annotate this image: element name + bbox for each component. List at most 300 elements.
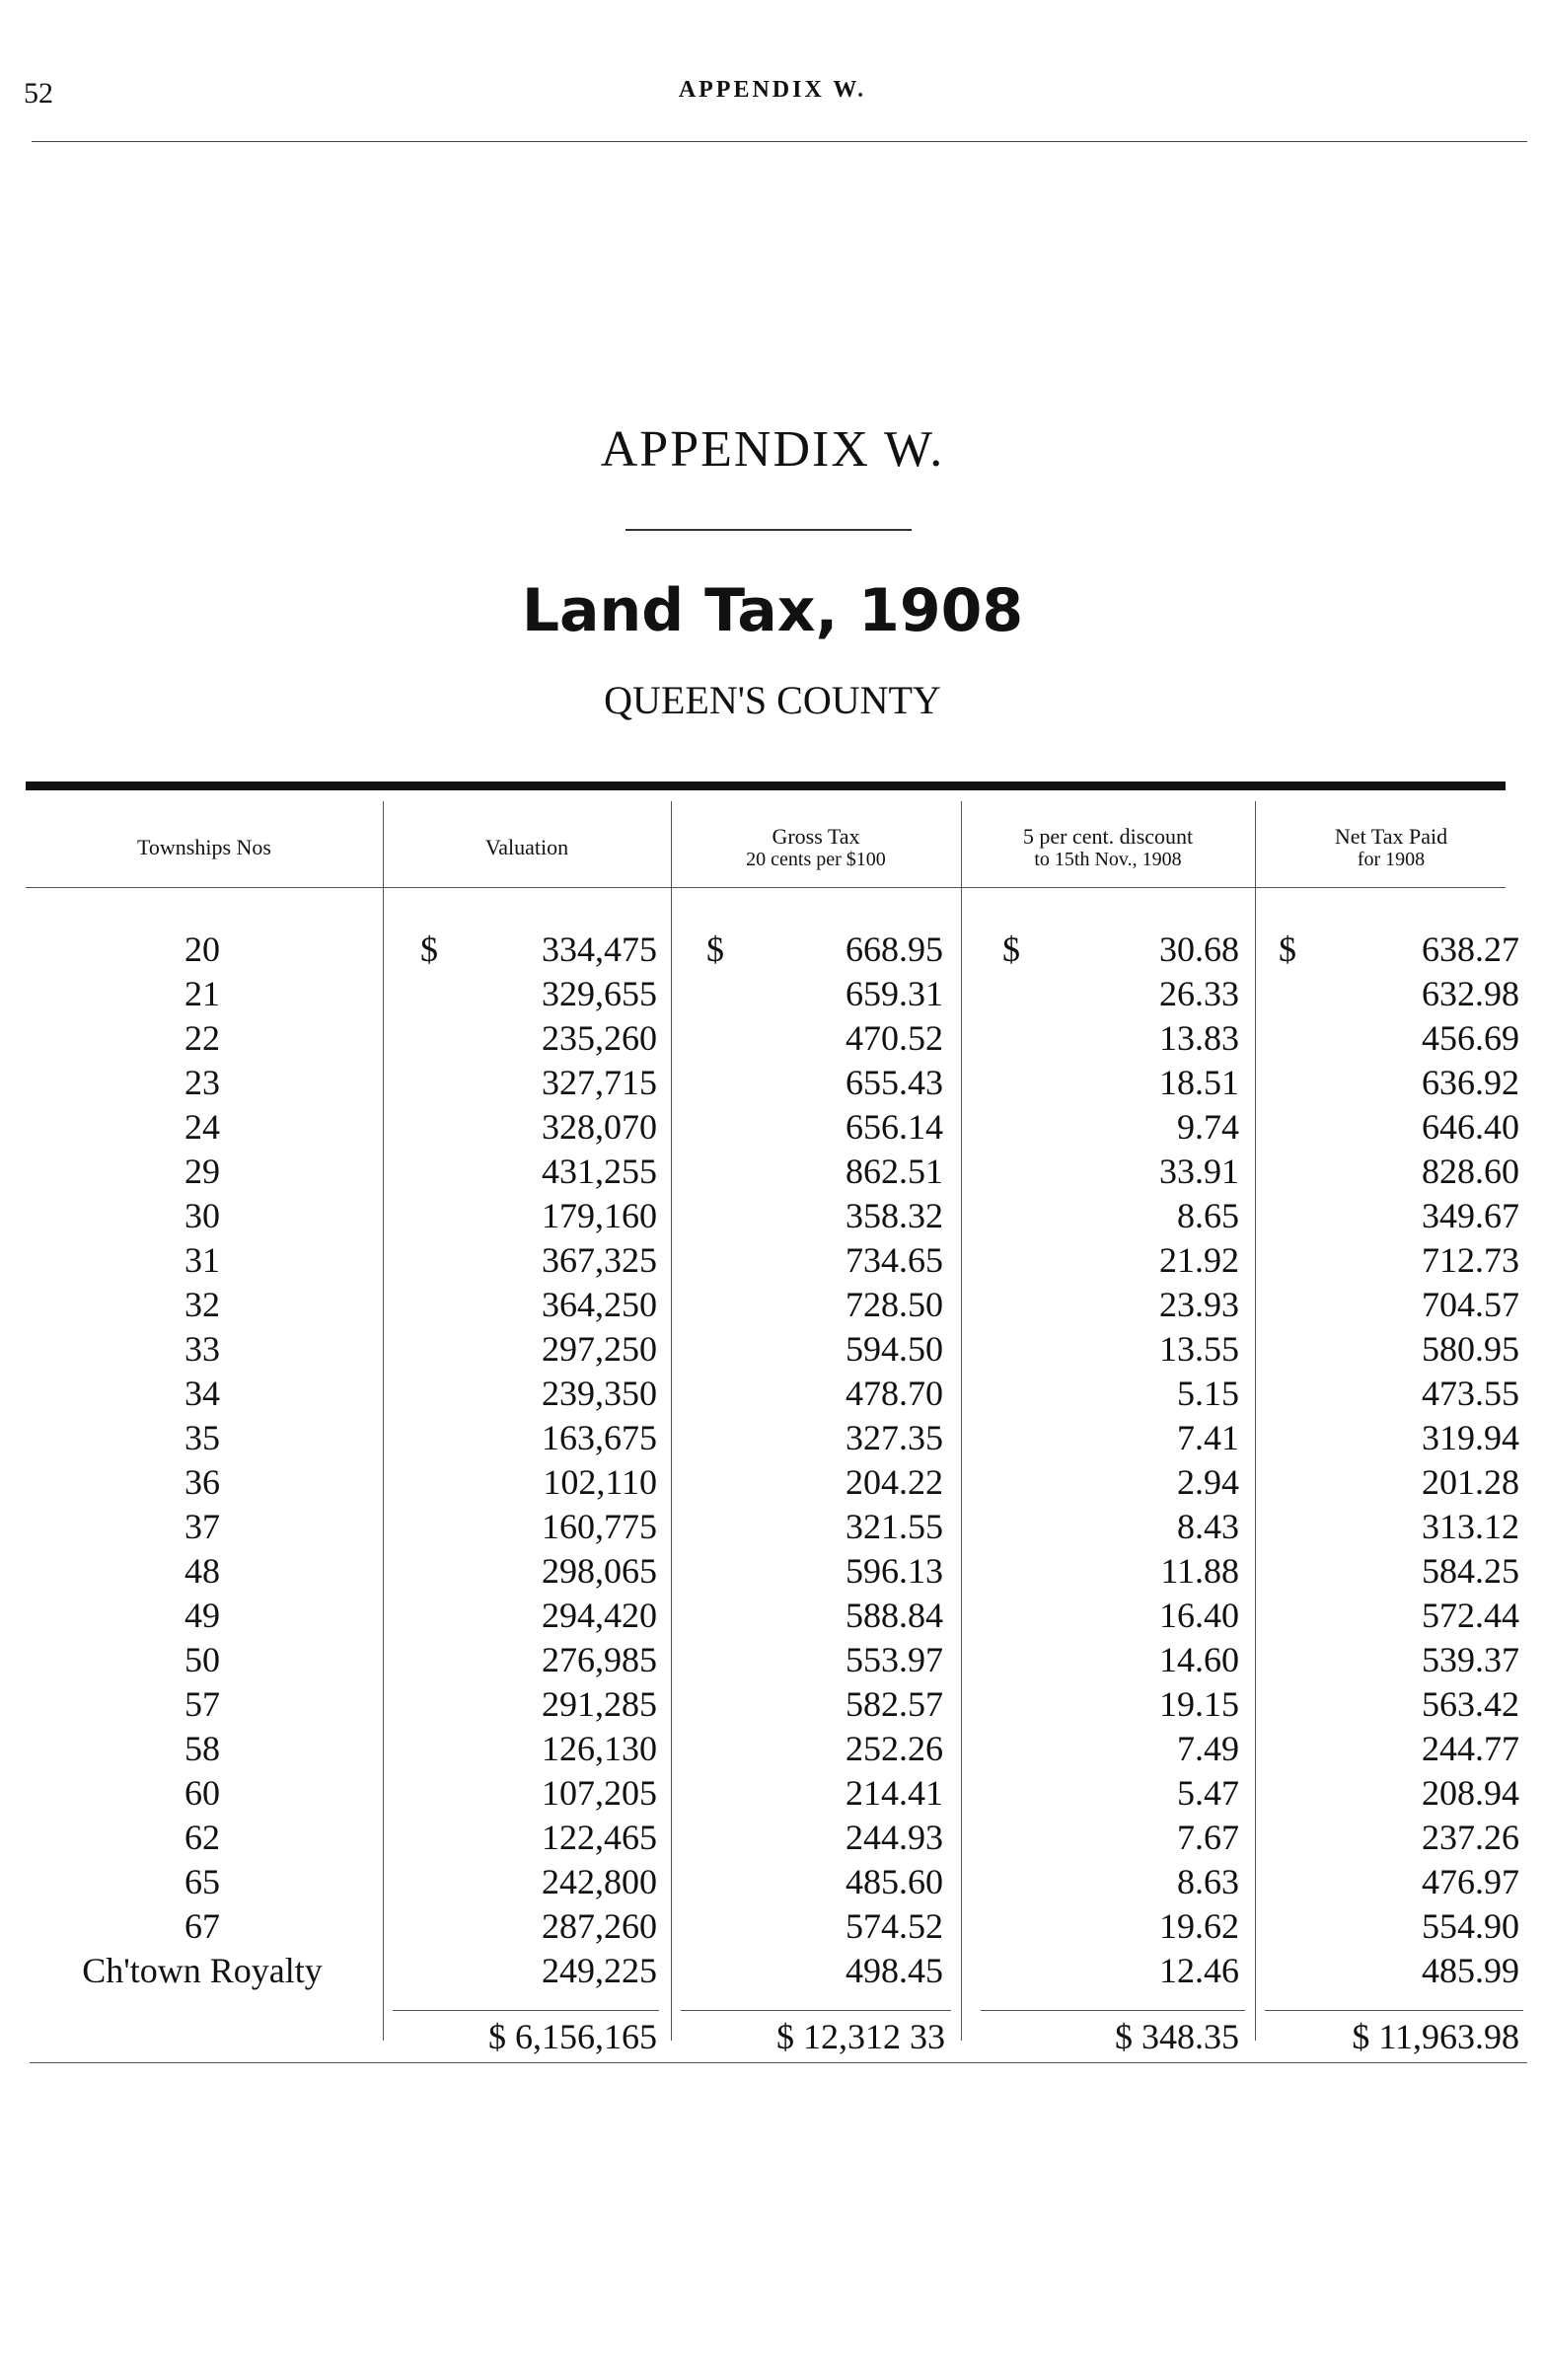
township-cell	[26, 928, 379, 972]
cell-value: 23.93	[1159, 1285, 1239, 1324]
totals-row	[26, 2013, 1527, 2060]
header-bottom-rule	[26, 887, 1506, 888]
cell-value: 33	[184, 1329, 220, 1369]
cell-value: 655.43	[846, 1063, 943, 1102]
cell-value: 23	[184, 1063, 220, 1102]
table-row	[26, 1771, 1527, 1816]
gross-tax-cell	[706, 1416, 943, 1460]
cell-value: 214.41	[846, 1773, 943, 1813]
cell-value: 65	[184, 1862, 220, 1901]
cell-value: 636.92	[1422, 1063, 1519, 1102]
township-cell	[26, 1105, 379, 1150]
table-row	[26, 1105, 1527, 1150]
column-header-gross-tax	[671, 813, 961, 882]
column-header-sublabel: 20 cents per $100	[746, 849, 886, 871]
discount-cell	[1002, 1594, 1239, 1638]
discount-cell	[1002, 972, 1239, 1016]
discount-cell	[1002, 1771, 1239, 1816]
sum-rule	[981, 2010, 1245, 2011]
valuation-cell	[420, 972, 657, 1016]
gross-tax-cell	[706, 1150, 943, 1194]
valuation-cell	[420, 1194, 657, 1238]
cell-value: 596.13	[846, 1551, 943, 1591]
cell-value: 249,225	[542, 1951, 657, 1990]
cell-value: 22	[184, 1018, 220, 1058]
valuation-cell	[420, 1638, 657, 1682]
cell-value: 498.45	[846, 1951, 943, 1990]
net-tax-cell	[1279, 972, 1519, 1016]
valuation-cell	[420, 1150, 657, 1194]
net-tax-cell	[1279, 1638, 1519, 1682]
cell-value: 327,715	[542, 1063, 657, 1102]
table-body	[26, 928, 1527, 1993]
net-tax-cell	[1279, 1771, 1519, 1816]
discount-cell	[1002, 1372, 1239, 1416]
valuation-cell	[420, 1061, 657, 1105]
township-cell	[26, 1727, 379, 1771]
cell-value: 30	[184, 1196, 220, 1235]
township-cell	[26, 1372, 379, 1416]
cell-value: 20	[184, 930, 220, 969]
cell-value: 14.60	[1159, 1640, 1239, 1679]
township-cell	[26, 972, 379, 1016]
cell-value: 594.50	[846, 1329, 943, 1369]
table-row	[26, 1904, 1527, 1949]
gross-tax-cell	[706, 1904, 943, 1949]
gross-tax-cell	[706, 1105, 943, 1150]
township-cell	[26, 1016, 379, 1061]
discount-cell	[1002, 1238, 1239, 1283]
cell-value: 24	[184, 1107, 220, 1147]
table-row	[26, 1416, 1527, 1460]
gross-tax-cell	[706, 1638, 943, 1682]
cell-value: 239,350	[542, 1374, 657, 1413]
cell-value: 16.40	[1159, 1596, 1239, 1635]
cell-value: 67	[184, 1906, 220, 1946]
column-header-sublabel: for 1908	[1357, 849, 1426, 871]
cell-value: 328,070	[542, 1107, 657, 1147]
cell-value: 126,130	[542, 1729, 657, 1768]
cell-value: 33.91	[1159, 1152, 1239, 1191]
valuation-cell	[420, 1016, 657, 1061]
cell-value: 7.49	[1177, 1729, 1239, 1768]
gross-tax-cell	[706, 1771, 943, 1816]
cell-value: 35	[184, 1418, 220, 1457]
cell-value: 57	[184, 1684, 220, 1724]
cell-value: 36	[184, 1462, 220, 1502]
page-title: Land Tax, 1908	[521, 576, 1024, 645]
cell-value: 554.90	[1422, 1906, 1519, 1946]
valuation-cell	[420, 1860, 657, 1904]
currency-symbol: $	[1002, 930, 1020, 969]
cell-value: 712.73	[1422, 1240, 1519, 1280]
township-cell	[26, 1061, 379, 1105]
cell-value: 734.65	[846, 1240, 943, 1280]
township-cell	[26, 1416, 379, 1460]
discount-cell	[1002, 1860, 1239, 1904]
cell-value: 582.57	[846, 1684, 943, 1724]
net-tax-cell	[1279, 1283, 1519, 1327]
net-tax-cell	[1279, 1816, 1519, 1860]
cell-value: 21	[184, 974, 220, 1013]
cell-value: 485.99	[1422, 1951, 1519, 1990]
total-valuation: $ 6,156,165	[488, 2017, 657, 2056]
gross-tax-cell	[706, 928, 943, 972]
township-cell	[26, 1505, 379, 1549]
table-row	[26, 1372, 1527, 1416]
discount-cell	[1002, 1727, 1239, 1771]
valuation-cell	[420, 1372, 657, 1416]
net-tax-cell	[1279, 1194, 1519, 1238]
township-cell	[26, 1682, 379, 1727]
column-header-sublabel: to 15th Nov., 1908	[1034, 849, 1182, 871]
column-header-label: Gross Tax	[772, 823, 860, 849]
cell-value: 349.67	[1422, 1196, 1519, 1235]
cell-value: 476.97	[1422, 1862, 1519, 1901]
discount-cell	[1002, 1283, 1239, 1327]
net-tax-cell	[1279, 1105, 1519, 1150]
cell-value: 287,260	[542, 1906, 657, 1946]
table-row	[26, 1283, 1527, 1327]
valuation-cell	[420, 1460, 657, 1505]
cell-value: 470.52	[846, 1018, 943, 1058]
cell-value: 485.60	[846, 1862, 943, 1901]
cell-value: 48	[184, 1551, 220, 1591]
discount-cell	[1002, 1194, 1239, 1238]
cell-value: 8.43	[1177, 1507, 1239, 1546]
cell-value: 334,475	[542, 930, 657, 969]
net-tax-cell	[1279, 1860, 1519, 1904]
discount-cell	[1002, 1061, 1239, 1105]
column-header-label: 5 per cent. discount	[1022, 823, 1194, 849]
cell-value: 160,775	[542, 1507, 657, 1546]
table-row	[26, 1460, 1527, 1505]
cell-value: 473.55	[1422, 1374, 1519, 1413]
net-tax-cell	[1279, 1238, 1519, 1283]
net-tax-cell	[1279, 1682, 1519, 1727]
discount-cell	[1002, 1460, 1239, 1505]
gross-tax-cell	[706, 972, 943, 1016]
township-cell	[26, 1816, 379, 1860]
cell-value: 8.63	[1177, 1862, 1239, 1901]
net-tax-cell	[1279, 1016, 1519, 1061]
valuation-cell	[420, 1238, 657, 1283]
table-row	[26, 1594, 1527, 1638]
cell-value: 646.40	[1422, 1107, 1519, 1147]
gross-tax-cell	[706, 1061, 943, 1105]
cell-value: 8.65	[1177, 1196, 1239, 1235]
title-divider	[625, 529, 912, 531]
gross-tax-cell	[706, 1194, 943, 1238]
cell-value: 704.57	[1422, 1285, 1519, 1324]
discount-cell	[1002, 1682, 1239, 1727]
cell-value: 11.88	[1160, 1551, 1239, 1591]
cell-value: 18.51	[1159, 1063, 1239, 1102]
net-tax-cell	[1279, 1594, 1519, 1638]
net-tax-cell	[1279, 1416, 1519, 1460]
gross-tax-cell	[706, 1283, 943, 1327]
discount-cell	[1002, 1505, 1239, 1549]
gross-tax-cell	[706, 1816, 943, 1860]
column-header-label: Townships Nos	[137, 835, 271, 860]
valuation-cell	[420, 1327, 657, 1372]
running-head	[0, 69, 1545, 109]
cell-value: 659.31	[846, 974, 943, 1013]
sum-rule	[681, 2010, 951, 2011]
cell-value: 478.70	[846, 1374, 943, 1413]
cell-value: 319.94	[1422, 1418, 1519, 1457]
discount-cell	[1002, 1816, 1239, 1860]
cell-value: 572.44	[1422, 1596, 1519, 1635]
cell-value: 244.93	[846, 1818, 943, 1857]
column-header-net-tax	[1255, 813, 1527, 882]
gross-tax-cell	[706, 1460, 943, 1505]
gross-tax-cell	[706, 1682, 943, 1727]
cell-value: 179,160	[542, 1196, 657, 1235]
page-number: 52	[24, 77, 53, 110]
cell-value: 32	[184, 1285, 220, 1324]
table-row	[26, 972, 1527, 1016]
cell-value: 588.84	[846, 1596, 943, 1635]
gross-tax-cell	[706, 1594, 943, 1638]
cell-value: 828.60	[1422, 1152, 1519, 1191]
cell-value: 252.26	[846, 1729, 943, 1768]
discount-cell	[1002, 1904, 1239, 1949]
cell-value: 29	[184, 1152, 220, 1191]
land-tax-table	[26, 801, 1527, 2074]
valuation-cell	[420, 928, 657, 972]
gross-tax-cell	[706, 1372, 943, 1416]
cell-value: 574.52	[846, 1906, 943, 1946]
table-bottom-rule	[30, 2062, 1527, 2063]
discount-cell	[1002, 1105, 1239, 1150]
gross-tax-cell	[706, 1949, 943, 1993]
cell-value: 244.77	[1422, 1729, 1519, 1768]
cell-value: 58	[184, 1729, 220, 1768]
valuation-cell	[420, 1105, 657, 1150]
table-row	[26, 1150, 1527, 1194]
valuation-cell	[420, 1816, 657, 1860]
township-cell	[26, 1771, 379, 1816]
valuation-cell	[420, 1771, 657, 1816]
cell-value: 204.22	[846, 1462, 943, 1502]
township-cell	[26, 1860, 379, 1904]
township-cell	[26, 1949, 379, 1993]
net-tax-cell	[1279, 1372, 1519, 1416]
cell-value: 297,250	[542, 1329, 657, 1369]
gross-tax-cell	[706, 1327, 943, 1372]
table-row	[26, 1727, 1527, 1771]
gross-tax-cell	[706, 1016, 943, 1061]
total-discount: $ 348.35	[1115, 2017, 1239, 2056]
county-subtitle: QUEEN'S COUNTY	[604, 678, 941, 722]
currency-symbol: $	[420, 930, 438, 969]
cell-value: 291,285	[542, 1684, 657, 1724]
township-cell	[26, 1327, 379, 1372]
cell-value: 553.97	[846, 1640, 943, 1679]
cell-value: 327.35	[846, 1418, 943, 1457]
cell-value: 298,065	[542, 1551, 657, 1591]
cell-value: 580.95	[1422, 1329, 1519, 1369]
cell-value: 26.33	[1159, 974, 1239, 1013]
cell-value: 7.41	[1177, 1418, 1239, 1457]
valuation-cell	[420, 1949, 657, 1993]
valuation-cell	[420, 1416, 657, 1460]
valuation-cell	[420, 1549, 657, 1594]
cell-value: 364,250	[542, 1285, 657, 1324]
net-tax-cell	[1279, 1949, 1519, 1993]
total-net-tax: $ 11,963.98	[1352, 2017, 1519, 2056]
cell-value: 656.14	[846, 1107, 943, 1147]
appendix-title: APPENDIX W.	[600, 421, 945, 478]
cell-value: 9.74	[1177, 1107, 1239, 1147]
cell-value: Ch'town Royalty	[82, 1951, 323, 1990]
township-cell	[26, 1150, 379, 1194]
table-row	[26, 1549, 1527, 1594]
gross-tax-cell	[706, 1549, 943, 1594]
table-row	[26, 1016, 1527, 1061]
cell-value: 358.32	[846, 1196, 943, 1235]
net-tax-cell	[1279, 1150, 1519, 1194]
township-cell	[26, 1283, 379, 1327]
column-header-valuation	[383, 813, 671, 882]
cell-value: 34	[184, 1374, 220, 1413]
cell-value: 632.98	[1422, 974, 1519, 1013]
cell-value: 862.51	[846, 1152, 943, 1191]
table-row	[26, 1949, 1527, 1993]
cell-value: 638.27	[1422, 930, 1519, 969]
valuation-cell	[420, 1283, 657, 1327]
cell-value: 208.94	[1422, 1773, 1519, 1813]
net-tax-cell	[1279, 1460, 1519, 1505]
cell-value: 367,325	[542, 1240, 657, 1280]
cell-value: 49	[184, 1596, 220, 1635]
gross-tax-cell	[706, 1860, 943, 1904]
net-tax-cell	[1279, 1505, 1519, 1549]
cell-value: 668.95	[846, 930, 943, 969]
total-gross-tax: $ 12,312 33	[776, 2017, 945, 2056]
column-header-discount	[961, 813, 1255, 882]
cell-value: 13.55	[1159, 1329, 1239, 1369]
cell-value: 19.62	[1159, 1906, 1239, 1946]
table-row	[26, 1061, 1527, 1105]
township-cell	[26, 1238, 379, 1283]
cell-value: 21.92	[1159, 1240, 1239, 1280]
cell-value: 50	[184, 1640, 220, 1679]
table-row	[26, 928, 1527, 972]
column-header-label: Valuation	[484, 835, 569, 860]
cell-value: 539.37	[1422, 1640, 1519, 1679]
column-header-townships	[26, 813, 383, 882]
cell-value: 7.67	[1177, 1818, 1239, 1857]
discount-cell	[1002, 928, 1239, 972]
discount-cell	[1002, 1416, 1239, 1460]
valuation-cell	[420, 1682, 657, 1727]
cell-value: 19.15	[1159, 1684, 1239, 1724]
discount-cell	[1002, 1949, 1239, 1993]
cell-value: 431,255	[542, 1152, 657, 1191]
cell-value: 321.55	[846, 1507, 943, 1546]
running-title: APPENDIX W.	[678, 77, 867, 103]
cell-value: 37	[184, 1507, 220, 1546]
net-tax-cell	[1279, 1061, 1519, 1105]
table-row	[26, 1860, 1527, 1904]
cell-value: 107,205	[542, 1773, 657, 1813]
table-row	[26, 1816, 1527, 1860]
township-cell	[26, 1638, 379, 1682]
cell-value: 242,800	[542, 1862, 657, 1901]
sum-rule	[1265, 2010, 1523, 2011]
cell-value: 163,675	[542, 1418, 657, 1457]
township-cell	[26, 1594, 379, 1638]
discount-cell	[1002, 1016, 1239, 1061]
net-tax-cell	[1279, 928, 1519, 972]
currency-symbol: $	[706, 930, 724, 969]
cell-value: 5.15	[1177, 1374, 1239, 1413]
discount-cell	[1002, 1327, 1239, 1372]
column-header-label: Net Tax Paid	[1334, 823, 1448, 849]
valuation-cell	[420, 1594, 657, 1638]
cell-value: 456.69	[1422, 1018, 1519, 1058]
table-row	[26, 1682, 1527, 1727]
cell-value: 329,655	[542, 974, 657, 1013]
gross-tax-cell	[706, 1238, 943, 1283]
cell-value: 31	[184, 1240, 220, 1280]
valuation-cell	[420, 1727, 657, 1771]
cell-value: 13.83	[1159, 1018, 1239, 1058]
sum-rule	[393, 2010, 659, 2011]
cell-value: 62	[184, 1818, 220, 1857]
cell-value: 294,420	[542, 1596, 657, 1635]
cell-value: 12.46	[1159, 1951, 1239, 1990]
header-rule	[32, 141, 1527, 142]
cell-value: 276,985	[542, 1640, 657, 1679]
cell-value: 728.50	[846, 1285, 943, 1324]
cell-value: 313.12	[1422, 1507, 1519, 1546]
net-tax-cell	[1279, 1327, 1519, 1372]
cell-value: 201.28	[1422, 1462, 1519, 1502]
table-top-rule	[26, 781, 1506, 790]
valuation-cell	[420, 1505, 657, 1549]
cell-value: 5.47	[1177, 1773, 1239, 1813]
net-tax-cell	[1279, 1904, 1519, 1949]
cell-value: 122,465	[542, 1818, 657, 1857]
valuation-cell	[420, 1904, 657, 1949]
cell-value: 235,260	[542, 1018, 657, 1058]
currency-symbol: $	[1279, 930, 1296, 969]
net-tax-cell	[1279, 1727, 1519, 1771]
table-row	[26, 1238, 1527, 1283]
net-tax-cell	[1279, 1549, 1519, 1594]
cell-value: 2.94	[1177, 1462, 1239, 1502]
discount-cell	[1002, 1638, 1239, 1682]
table-row	[26, 1327, 1527, 1372]
cell-value: 102,110	[543, 1462, 657, 1502]
township-cell	[26, 1904, 379, 1949]
cell-value: 237.26	[1422, 1818, 1519, 1857]
township-cell	[26, 1460, 379, 1505]
gross-tax-cell	[706, 1505, 943, 1549]
discount-cell	[1002, 1150, 1239, 1194]
cell-value: 563.42	[1422, 1684, 1519, 1724]
cell-value: 60	[184, 1773, 220, 1813]
cell-value: 30.68	[1159, 930, 1239, 969]
discount-cell	[1002, 1549, 1239, 1594]
table-row	[26, 1194, 1527, 1238]
gross-tax-cell	[706, 1727, 943, 1771]
table-row	[26, 1505, 1527, 1549]
cell-value: 584.25	[1422, 1551, 1519, 1591]
